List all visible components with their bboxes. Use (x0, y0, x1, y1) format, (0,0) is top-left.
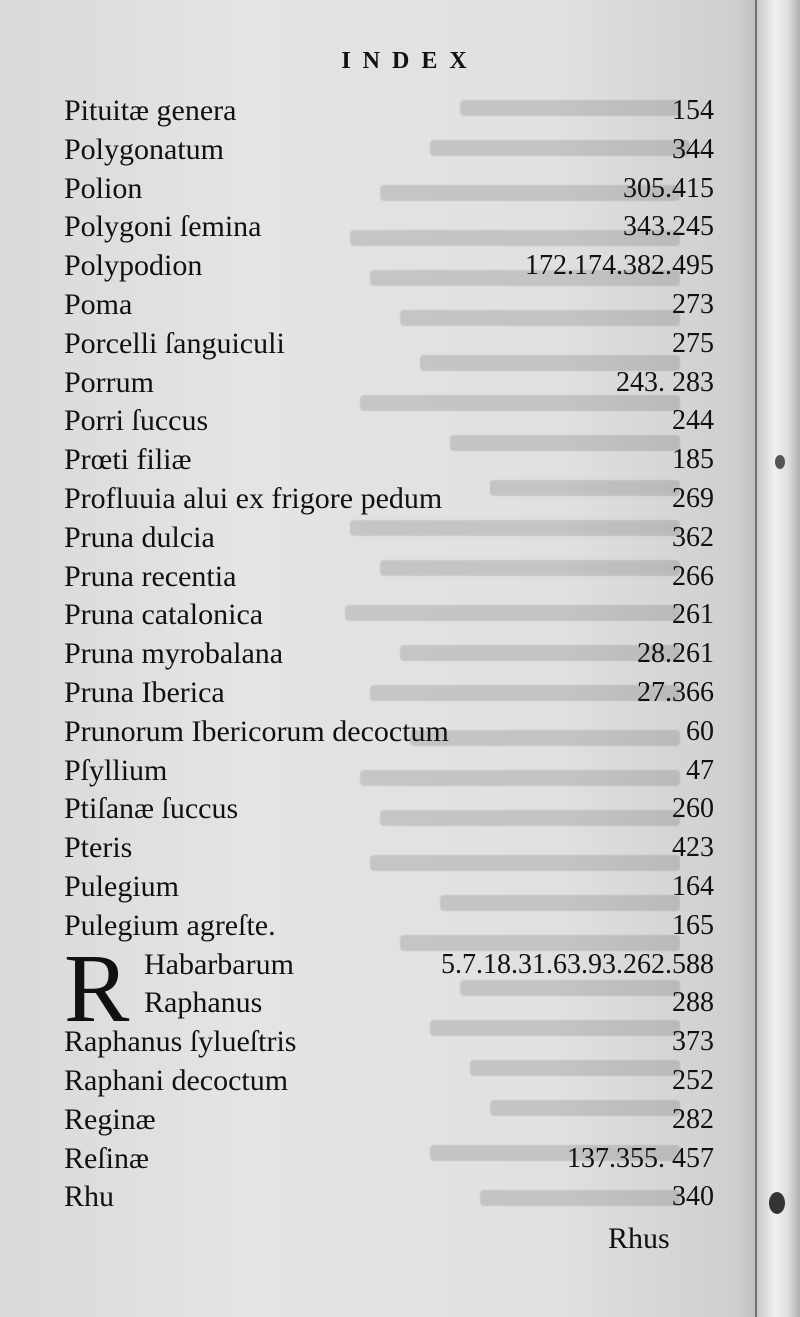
index-entry (64, 1178, 714, 1217)
index-entry (64, 402, 714, 441)
index-entry (64, 674, 714, 713)
entry-pages: 273 (672, 288, 714, 320)
entry-pages: 252 (672, 1064, 714, 1096)
page-header: INDEX (341, 48, 479, 74)
entry-term: Pulegium (64, 869, 180, 903)
index-entry (64, 208, 714, 247)
index-entry (64, 558, 714, 597)
entry-pages: 340 (672, 1181, 714, 1213)
entry-pages: 172.174.382.495 (525, 250, 714, 282)
entry-term: Raphanus (144, 986, 263, 1020)
index-entry (64, 170, 714, 209)
entry-term: Prunorum Ibericorum decoctum (64, 714, 449, 748)
entry-pages: 269 (672, 482, 714, 514)
index-entry (64, 325, 714, 364)
index-entry (64, 984, 714, 1023)
entry-pages: 244 (672, 405, 714, 437)
catchword: Rhus (608, 1222, 670, 1255)
entry-term: Porri ſuccus (64, 404, 209, 438)
index-entry (64, 829, 714, 868)
entry-term: Pſyllium (64, 753, 168, 787)
drop-cap: R (64, 935, 130, 1043)
index-entry (64, 596, 714, 635)
entry-term: Polygonatum (64, 132, 225, 166)
index-entry (64, 907, 714, 946)
entry-term: Raphani decoctum (64, 1063, 289, 1097)
entry-pages: 185 (672, 444, 714, 476)
index-list (64, 92, 714, 1217)
index-entry (64, 364, 714, 403)
entry-pages: 165 (672, 909, 714, 941)
entry-pages: 261 (672, 599, 714, 631)
index-entry (64, 1062, 714, 1101)
entry-term: Profluuia alui ex frigore pedum (64, 481, 443, 515)
entry-pages: 266 (672, 560, 714, 592)
entry-term: Reginæ (64, 1102, 156, 1136)
index-entry (64, 519, 714, 558)
entry-pages: 305.415 (623, 172, 714, 204)
entry-term: Porcelli ſanguiculi (64, 326, 285, 360)
entry-term: Polion (64, 171, 143, 205)
entry-pages: 5.7.18.31.63.93.262.588 (441, 948, 714, 980)
entry-term: Pruna recentia (64, 559, 237, 593)
index-entry (64, 713, 714, 752)
entry-term: Polypodion (64, 249, 203, 283)
entry-pages: 344 (672, 133, 714, 165)
entry-pages: 137.355. 457 (567, 1142, 714, 1174)
index-entry (64, 441, 714, 480)
entry-term: Pteris (64, 831, 133, 865)
entry-term: Ptiſanæ ſuccus (64, 792, 239, 826)
entry-term: Porrum (64, 365, 154, 399)
entry-term: Rhu (64, 1180, 115, 1214)
facing-page-edge (755, 0, 800, 1317)
index-entry (64, 752, 714, 791)
index-entry (64, 1101, 714, 1140)
index-entry (64, 946, 714, 985)
index-entry (64, 1023, 714, 1062)
entry-term: Polygoni ſemina (64, 210, 262, 244)
entry-pages: 47 (686, 754, 714, 786)
entry-term: Pruna Iberica (64, 675, 225, 709)
index-entry (64, 1140, 714, 1179)
entry-pages: 164 (672, 870, 714, 902)
entry-term: Prœti filiæ (64, 443, 192, 477)
index-entry (64, 635, 714, 674)
entry-term: Habarbarum (144, 947, 294, 981)
index-entry (64, 131, 714, 170)
index-entry (64, 92, 714, 131)
entry-term: Pruna myrobalana (64, 637, 284, 671)
entry-pages: 260 (672, 793, 714, 825)
entry-pages: 423 (672, 832, 714, 864)
index-entry (64, 480, 714, 519)
entry-pages: 373 (672, 1026, 714, 1058)
index-entry (64, 790, 714, 829)
entry-pages: 243. 283 (616, 366, 714, 398)
ink-spot (769, 1192, 785, 1214)
entry-term: Pituitæ genera (64, 94, 237, 127)
entry-pages: 28.261 (637, 638, 714, 670)
entry-pages: 362 (672, 521, 714, 553)
entry-term: Pulegium agreſte. (64, 908, 276, 942)
entry-pages: 154 (672, 95, 714, 126)
index-entry (64, 286, 714, 325)
entry-term: Raphanus ſylueſtris (64, 1025, 297, 1059)
entry-pages: 343.245 (623, 211, 714, 243)
index-entry (64, 868, 714, 907)
entry-pages: 60 (686, 715, 714, 747)
entry-pages: 282 (672, 1103, 714, 1135)
entry-term: Reſinæ (64, 1141, 150, 1175)
entry-term: Poma (64, 287, 133, 321)
entry-term: Pruna dulcia (64, 520, 215, 554)
entry-pages: 27.366 (637, 676, 714, 708)
index-entry (64, 247, 714, 286)
entry-pages: 288 (672, 987, 714, 1019)
ink-spot (775, 455, 785, 469)
entry-term: Pruna catalonica (64, 598, 264, 632)
entry-pages: 275 (672, 327, 714, 359)
